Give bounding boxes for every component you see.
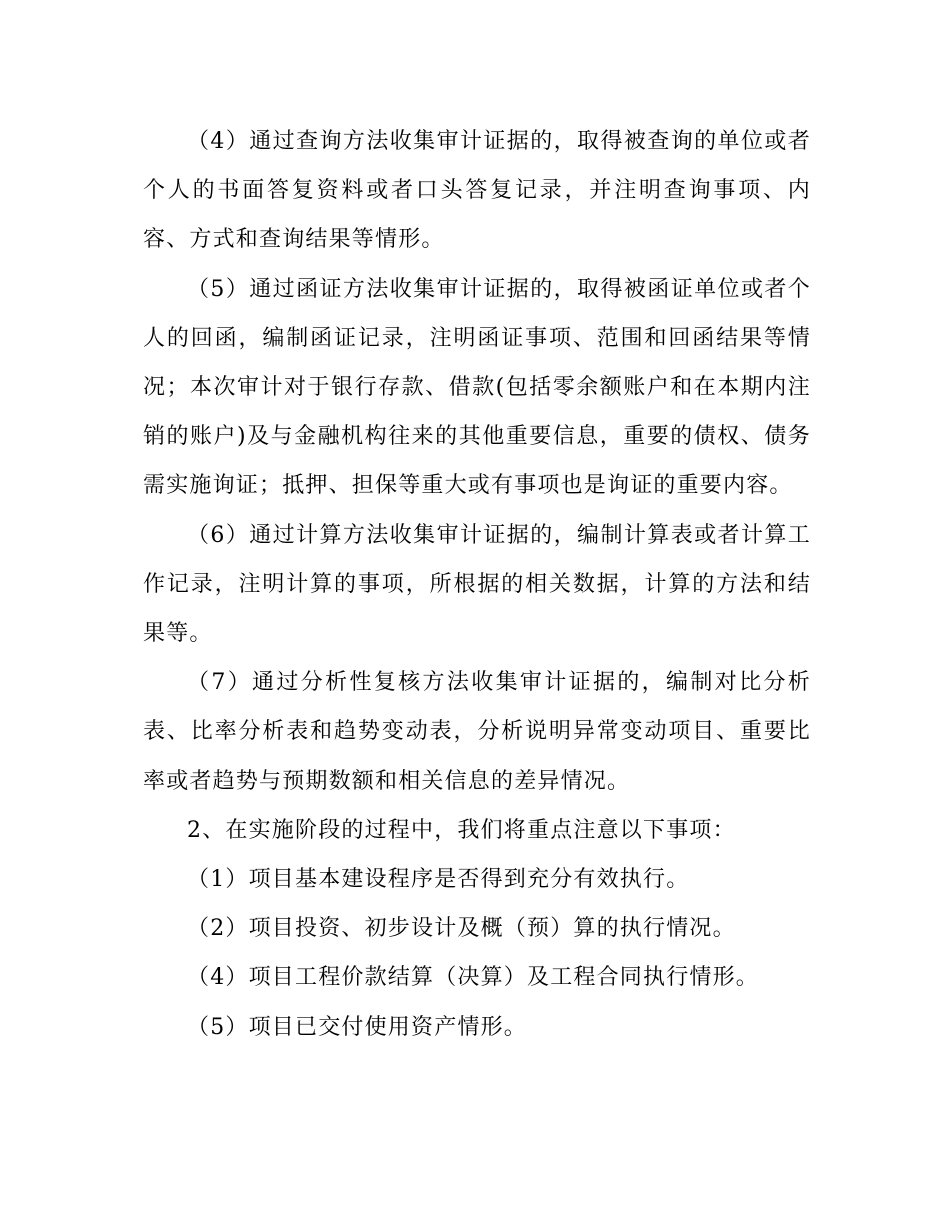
- document-body: [143, 117, 811, 1052]
- paragraph-analytical-review-evidence: （7）通过分析性复核方法收集审计证据的，编制对比分析表、比率分析表和趋势变动表，分析说明异常变动项目、重要比率或者趋势与预期数额和相关信息的差异情况。: [143, 670, 811, 794]
- section-heading-implementation-stage: 2、在实施阶段的过程中，我们将重点注意以下事项：: [187, 817, 736, 843]
- paragraph-confirmation-evidence: （5）通过函证方法收集审计证据的，取得被函证单位或者个人的回函，编制函证记录，注明函证事项、范围和回函结果等情况；本次审计对于银行存款、借款(包括零余额账户和在本期内注销的账户)及与金融机构往来的其他重要信息，重要的债权、债务需实施询证；抵押、担保等重大或有事项也是询证的重要内容。: [143, 276, 811, 499]
- paragraph-calculation-evidence: （6）通过计算方法收集审计证据的，编制计算表或者计算工作记录，注明计算的事项，所根据的相关数据，计算的方法和结果等。: [143, 522, 811, 647]
- list-item: （2）项目投资、初步设计及概（预）算的执行情况。: [187, 916, 736, 942]
- paragraph-query-evidence: （4）通过查询方法收集审计证据的，取得被查询的单位或者个人的书面答复资料或者口头答复记录，并注明查询事项、内容、方式和查询结果等情形。: [143, 129, 811, 253]
- list-item: （5）项目已交付使用资产情形。: [187, 1014, 527, 1040]
- list-item: （4）项目工程价款结算（决算）及工程合同执行情形。: [187, 965, 759, 991]
- list-item: （1）项目基本建设程序是否得到充分有效执行。: [187, 867, 690, 893]
